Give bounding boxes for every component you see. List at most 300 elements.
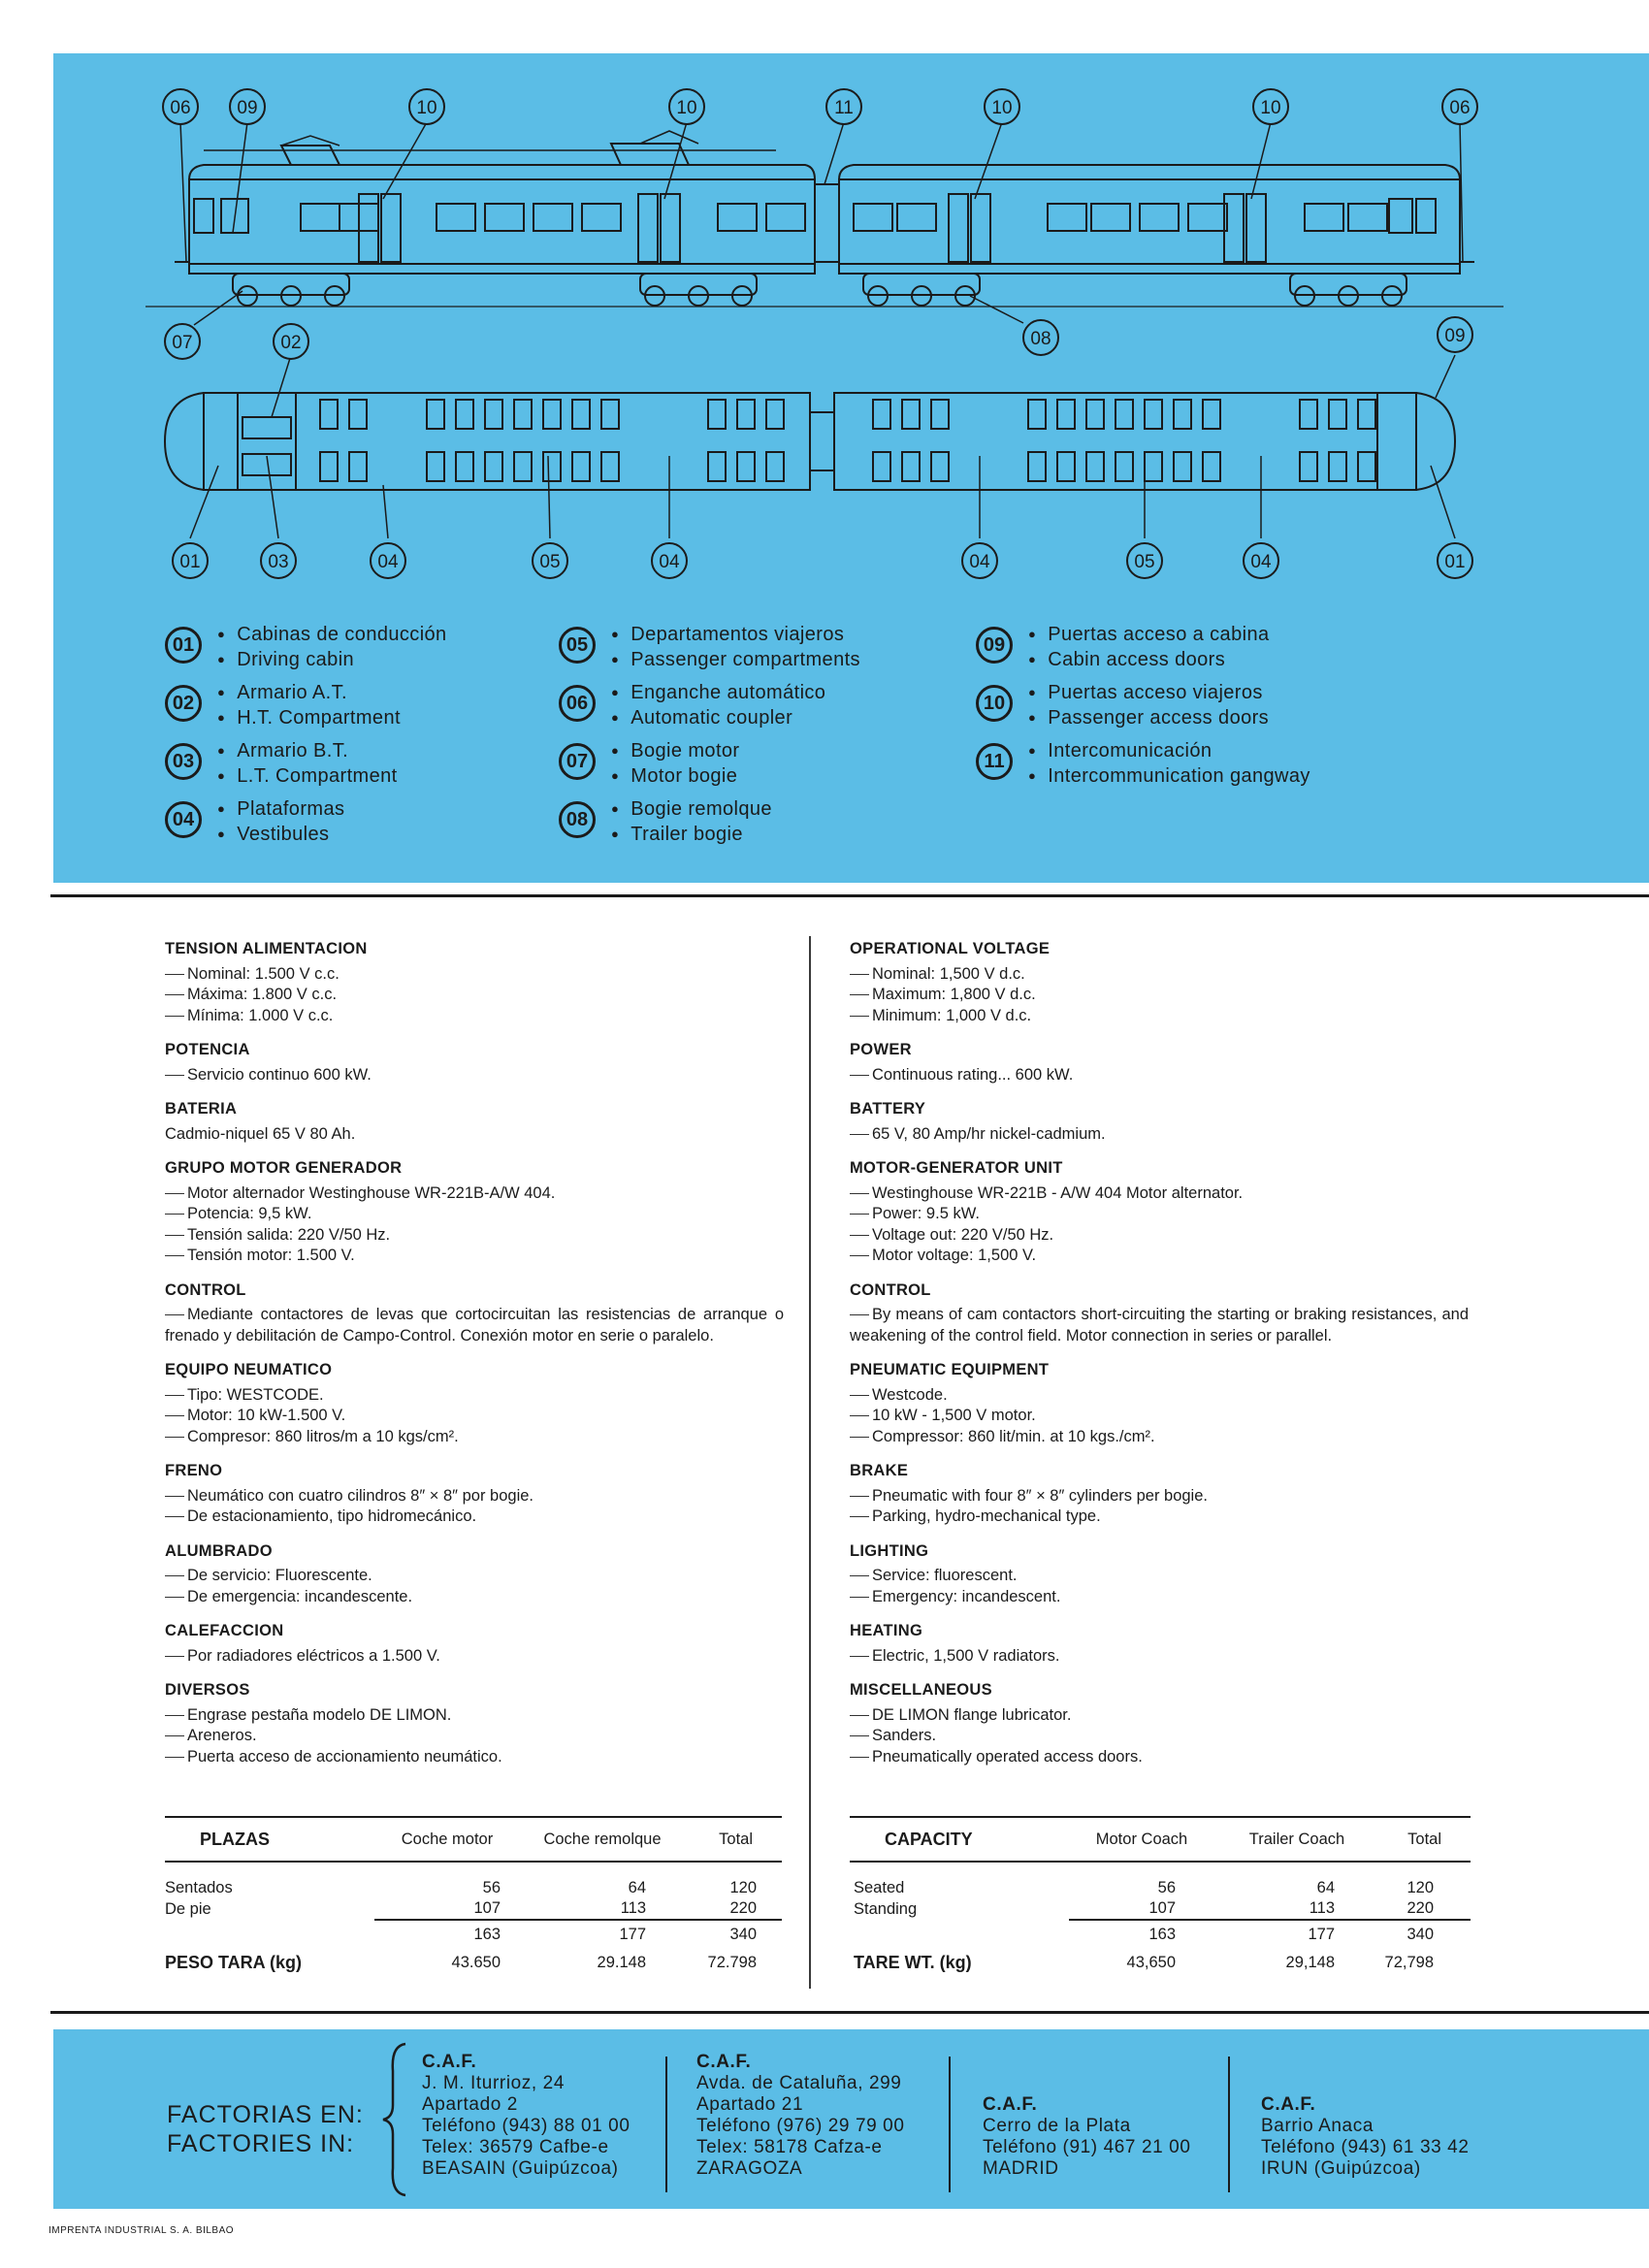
spec-line	[165, 1204, 784, 1225]
callout-number: 04	[1250, 552, 1272, 572]
column-header: Trailer Coach	[1214, 1817, 1379, 1862]
dash-icon	[165, 1437, 184, 1438]
spec-heading: BRAKE	[850, 1462, 909, 1479]
spec-line	[850, 1427, 1469, 1448]
spec-section	[850, 1621, 1469, 1667]
spec-heading: MISCELLANEOUS	[850, 1681, 992, 1699]
window	[766, 204, 805, 231]
spec-text: De servicio: Fluorescente.	[187, 1567, 372, 1584]
table-row	[165, 1878, 782, 1898]
callout-03	[261, 543, 296, 578]
spec-text: Service: fluorescent.	[872, 1567, 1018, 1584]
factory-line: BEASAIN (Guipúzcoa)	[422, 2158, 619, 2179]
window	[854, 204, 892, 231]
callout-09	[230, 89, 265, 124]
spec-heading: GRUPO MOTOR GENERADOR	[165, 1159, 403, 1177]
spec-line	[165, 1385, 784, 1407]
callout-05	[1127, 543, 1162, 578]
row-label: De pie	[165, 1899, 211, 1918]
legend-item-02	[165, 681, 401, 731]
spec-heading: POTENCIA	[165, 1041, 250, 1058]
cell: 56	[1157, 1879, 1176, 1896]
spec-line	[850, 1747, 1469, 1768]
dash-icon	[850, 1735, 869, 1736]
factory-line: Barrio Anaca	[1261, 2116, 1374, 2136]
seat	[320, 400, 338, 429]
spec-line	[165, 1246, 784, 1267]
cell: 107	[1148, 1899, 1176, 1917]
legend-item-10	[976, 681, 1269, 731]
legend-label-es: ● Departamentos viajeros	[611, 623, 860, 648]
factory-line: Teléfono (91) 467 21 00	[983, 2137, 1191, 2157]
callout-number: 04	[969, 552, 990, 572]
window	[1188, 204, 1227, 231]
spec-line	[165, 1183, 784, 1205]
spec-paragraph	[850, 1305, 1469, 1346]
callout-number: 06	[1449, 98, 1471, 118]
seat	[514, 400, 532, 429]
seat	[485, 400, 502, 429]
callout-04	[371, 543, 405, 578]
seat	[514, 452, 532, 481]
seat	[543, 400, 561, 429]
callout-02	[274, 324, 308, 359]
seat	[1358, 452, 1375, 481]
spec-line	[165, 964, 784, 986]
seat	[427, 452, 444, 481]
column-header: Coche motor	[374, 1817, 520, 1862]
callout-number: 10	[991, 98, 1013, 118]
spec-heading: TENSION ALIMENTACION	[165, 940, 368, 957]
spec-section	[165, 1040, 784, 1085]
callout-06	[163, 89, 198, 124]
spec-section	[165, 1099, 784, 1145]
spec-text: De emergencia: incandescente.	[187, 1587, 413, 1605]
legend-item-04	[165, 797, 344, 848]
callout-04	[652, 543, 687, 578]
legend-number-badge: 01	[165, 627, 202, 664]
seat	[601, 400, 619, 429]
callout-04	[962, 543, 997, 578]
spec-text: DE LIMON flange lubricator.	[872, 1705, 1072, 1724]
spec-line	[850, 1385, 1469, 1407]
dash-icon	[850, 1656, 869, 1657]
legend-number-badge: 11	[976, 743, 1013, 780]
spec-heading: CONTROL	[165, 1280, 246, 1299]
dash-icon	[850, 1134, 869, 1135]
dash-icon	[165, 1314, 184, 1315]
legend-item-07	[559, 739, 740, 790]
seat	[1329, 452, 1346, 481]
legend-number-badge: 04	[165, 801, 202, 838]
spec-text: Compresor: 860 litros/m a 10 kgs/cm².	[187, 1427, 459, 1445]
row-label: TARE WT. (kg)	[854, 1952, 972, 1972]
legend-label-en: ● Motor bogie	[611, 764, 740, 790]
dash-icon	[850, 1496, 869, 1497]
cell: 220	[1406, 1899, 1434, 1917]
legend-number-badge: 07	[559, 743, 596, 780]
spec-line	[165, 1747, 784, 1768]
dash-icon	[850, 1575, 869, 1576]
seat	[1057, 400, 1075, 429]
seat	[349, 452, 367, 481]
dash-icon	[165, 1193, 184, 1194]
spec-text: Nominal: 1.500 V c.c.	[187, 964, 340, 983]
dash-icon	[850, 1415, 869, 1416]
legend-label-es: ● Puertas acceso a cabina	[1028, 623, 1270, 648]
seat	[931, 452, 949, 481]
callout-number: 10	[1260, 98, 1281, 118]
dash-icon	[165, 1415, 184, 1416]
cell: 163	[374, 1920, 520, 1948]
capacity-table-en	[850, 1816, 1471, 1977]
seat	[1203, 452, 1220, 481]
window	[897, 204, 936, 231]
weight-row	[165, 1948, 782, 1977]
dash-icon	[850, 1597, 869, 1598]
legend-number-badge: 05	[559, 627, 596, 664]
callout-08	[1023, 320, 1058, 355]
spec-line	[850, 985, 1469, 1006]
callout-04	[1244, 543, 1278, 578]
legend-label-es: ● Enganche automático	[611, 681, 825, 706]
spec-paragraph	[165, 1305, 784, 1346]
spec-text: Westinghouse WR-221B - A/W 404 Motor alternator.	[872, 1183, 1244, 1202]
spec-section	[165, 1621, 784, 1667]
factory-line: IRUN (Guipúzcoa)	[1261, 2158, 1421, 2179]
callout-number: 04	[377, 552, 399, 572]
spec-line	[850, 1486, 1469, 1507]
brace-icon	[381, 2042, 410, 2197]
seat	[708, 400, 726, 429]
spec-line	[165, 985, 784, 1006]
weight-row	[850, 1948, 1471, 1977]
spec-text: Motor voltage: 1,500 V.	[872, 1247, 1037, 1264]
seat	[737, 400, 755, 429]
factory-line: Telex: 58178 Cafza-e	[696, 2137, 883, 2157]
legend-number-badge: 09	[976, 627, 1013, 664]
seat	[320, 452, 338, 481]
cell: 107	[473, 1899, 501, 1917]
spec-text: Motor alternador Westinghouse WR-221B-A/W 404.	[187, 1183, 556, 1202]
factory-line: Avda. de Cataluña, 299	[696, 2073, 902, 2093]
dash-icon	[850, 1255, 869, 1256]
spec-heading: EQUIPO NEUMATICO	[165, 1361, 333, 1378]
spec-line	[850, 1587, 1469, 1608]
cell: 340	[685, 1920, 782, 1948]
seat	[1145, 400, 1162, 429]
seat	[543, 452, 561, 481]
spec-text: Power: 9.5 kW.	[872, 1205, 980, 1222]
seat	[1028, 452, 1046, 481]
legend-label-es: ● Bogie remolque	[611, 797, 772, 823]
spec-text: Cadmio-niquel 65 V 80 Ah.	[165, 1124, 356, 1143]
legend-item-11	[976, 739, 1310, 790]
spec-text: Maximum: 1,800 V d.c.	[872, 986, 1036, 1003]
cell: 220	[729, 1899, 757, 1917]
printer-credit: IMPRENTA INDUSTRIAL S. A. BILBAO	[48, 2225, 235, 2236]
spec-heading: OPERATIONAL VOLTAGE	[850, 940, 1051, 957]
seat	[1174, 452, 1191, 481]
dash-icon	[850, 1395, 869, 1396]
callout-number: 07	[172, 333, 193, 353]
spec-text: Emergency: incandescent.	[872, 1587, 1061, 1605]
train-diagram	[0, 0, 1649, 611]
spec-text: Pneumatically operated access doors.	[872, 1747, 1143, 1766]
seat	[766, 452, 784, 481]
dash-icon	[165, 1075, 184, 1076]
spec-heading: BATERIA	[165, 1100, 238, 1118]
dash-icon	[850, 994, 869, 995]
column-header: Total	[685, 1817, 782, 1862]
callout-10	[985, 89, 1019, 124]
spec-section	[850, 1461, 1469, 1528]
factory-line: Teléfono (943) 88 01 00	[422, 2116, 630, 2136]
legend-label-en: ● Intercommunication gangway	[1028, 764, 1310, 790]
factory-line: Apartado 21	[696, 2094, 804, 2115]
table-row	[850, 1898, 1471, 1920]
seat	[1329, 400, 1346, 429]
callout-number: 10	[676, 98, 697, 118]
legend-item-09	[976, 623, 1270, 673]
window	[582, 204, 621, 231]
row-label: Sentados	[165, 1879, 233, 1896]
table-title: PLAZAS	[165, 1817, 374, 1862]
legend-label-es: ● Plataformas	[217, 797, 344, 823]
factory-separator	[665, 2057, 667, 2192]
spec-text: Neumático con cuatro cilindros 8″ × 8″ por bogie.	[187, 1486, 534, 1505]
column-header: Total	[1379, 1817, 1471, 1862]
spec-line	[850, 1507, 1469, 1528]
factory-separator	[949, 2057, 951, 2192]
callout-01	[173, 543, 208, 578]
dash-icon	[165, 1395, 184, 1396]
dash-icon	[850, 1437, 869, 1438]
window	[1140, 204, 1179, 231]
spec-section	[850, 1040, 1469, 1085]
row-label: Seated	[854, 1879, 905, 1896]
spec-line	[850, 1124, 1469, 1146]
specs-english	[850, 939, 1469, 1781]
seat	[456, 400, 473, 429]
table-row	[165, 1898, 782, 1920]
spec-heading: CALEFACCION	[165, 1622, 284, 1639]
cell: 120	[729, 1879, 757, 1896]
spec-section	[850, 1680, 1469, 1767]
dash-icon	[850, 1214, 869, 1215]
section-divider-top	[50, 894, 1649, 897]
dash-icon	[165, 1214, 184, 1215]
cell: 72,798	[1384, 1953, 1434, 1971]
spec-text: Sanders.	[872, 1727, 937, 1744]
legend-label-en: ● Passenger access doors	[1028, 706, 1269, 731]
factory-name: C.A.F.	[1261, 2094, 1316, 2115]
side-view-trailer-coach	[839, 165, 1474, 306]
factory-name: C.A.F.	[696, 2052, 752, 2072]
legend-label-es: ● Puertas acceso viajeros	[1028, 681, 1269, 706]
spec-text: Tipo: WESTCODE.	[187, 1385, 324, 1404]
spec-section	[165, 939, 784, 1026]
cell: 56	[482, 1879, 501, 1896]
dash-icon	[850, 1757, 869, 1758]
spec-line	[165, 1566, 784, 1587]
legend-label-en: ● H.T. Compartment	[217, 706, 401, 731]
spec-text: Máxima: 1.800 V c.c.	[187, 986, 338, 1003]
factory-irun	[1261, 2094, 1470, 2180]
callout-10	[669, 89, 704, 124]
spec-heading: POWER	[850, 1041, 912, 1058]
spec-text: Voltage out: 220 V/50 Hz.	[872, 1225, 1054, 1244]
callout-number: 03	[268, 552, 289, 572]
dash-icon	[165, 1715, 184, 1716]
callout-06	[1442, 89, 1477, 124]
cell: 29,148	[1285, 1953, 1335, 1971]
seat	[1300, 400, 1317, 429]
seat	[601, 452, 619, 481]
spec-line	[850, 1566, 1469, 1587]
seat	[427, 400, 444, 429]
spec-text: Pneumatic with four 8″ × 8″ cylinders per bogie.	[872, 1486, 1208, 1505]
spec-line	[165, 1065, 784, 1086]
spec-section	[850, 1360, 1469, 1447]
callout-number: 01	[1444, 552, 1466, 572]
spec-text: Mínima: 1.000 V c.c.	[187, 1006, 334, 1024]
legend-label-en: ● Passenger compartments	[611, 648, 860, 673]
spec-text: Por radiadores eléctricos a 1.500 V.	[187, 1646, 440, 1665]
dash-icon	[850, 974, 869, 975]
callout-11	[826, 89, 861, 124]
spec-section	[165, 1158, 784, 1267]
window	[436, 204, 475, 231]
seat	[572, 452, 590, 481]
spec-heading: LIGHTING	[850, 1541, 929, 1560]
spec-line	[850, 1225, 1469, 1247]
dash-icon	[165, 994, 184, 995]
seat	[485, 452, 502, 481]
side-view-motor-coach	[175, 131, 1387, 306]
dash-icon	[165, 1757, 184, 1758]
spec-text: Nominal: 1,500 V d.c.	[872, 964, 1025, 983]
factory-line: ZARAGOZA	[696, 2158, 803, 2179]
factory-line: J. M. Iturrioz, 24	[422, 2073, 566, 2093]
spec-line	[850, 1406, 1469, 1427]
callout-number: 04	[659, 552, 680, 572]
legend-number-badge: 02	[165, 685, 202, 722]
dash-icon	[165, 1516, 184, 1517]
factory-zaragoza	[696, 2052, 905, 2180]
table-title: CAPACITY	[850, 1817, 1069, 1862]
spec-line	[165, 1646, 784, 1668]
factory-madrid	[983, 2094, 1191, 2180]
cell: 64	[1316, 1879, 1335, 1896]
cell: 177	[1214, 1920, 1379, 1948]
legend-label-es: ● Armario A.T.	[217, 681, 401, 706]
callout-number: 05	[1134, 552, 1155, 572]
dash-icon	[165, 1016, 184, 1017]
cell: 120	[1406, 1879, 1434, 1896]
seat	[349, 400, 367, 429]
spec-line	[850, 1183, 1469, 1205]
spec-heading: DIVERSOS	[165, 1681, 250, 1699]
spec-text: Minimum: 1,000 V d.c.	[872, 1006, 1032, 1024]
spec-text: Compressor: 860 lit/min. at 10 kgs./cm².	[872, 1427, 1155, 1445]
legend-item-03	[165, 739, 398, 790]
spec-section	[850, 1099, 1469, 1145]
spec-section	[850, 1280, 1469, 1347]
seat	[902, 400, 920, 429]
factory-beasain	[422, 2052, 630, 2180]
callout-10	[409, 89, 444, 124]
spec-text: Parking, hydro-mechanical type.	[872, 1507, 1101, 1525]
dash-icon	[165, 1255, 184, 1256]
legend-item-06	[559, 681, 825, 731]
dash-icon	[165, 1597, 184, 1598]
seat	[1358, 400, 1375, 429]
callout-number: 06	[170, 98, 191, 118]
callout-number: 02	[280, 333, 302, 353]
dash-icon	[850, 1193, 869, 1194]
spec-text: Continuous rating... 600 kW.	[872, 1065, 1074, 1084]
spec-heading: PNEUMATIC EQUIPMENT	[850, 1361, 1050, 1378]
callout-05	[533, 543, 567, 578]
row-label: PESO TARA (kg)	[165, 1952, 303, 1972]
spec-heading: ALUMBRADO	[165, 1541, 273, 1560]
legend-label-en: ● Cabin access doors	[1028, 648, 1270, 673]
spec-text: Servicio continuo 600 kW.	[187, 1065, 372, 1084]
window	[534, 204, 572, 231]
spec-line	[850, 1006, 1469, 1027]
spec-text: Areneros.	[187, 1727, 257, 1744]
spec-line	[165, 1225, 784, 1247]
seat	[1300, 452, 1317, 481]
window	[1048, 204, 1086, 231]
factory-line: Teléfono (976) 29 79 00	[696, 2116, 905, 2136]
seat	[737, 452, 755, 481]
section-divider-bottom	[50, 2011, 1649, 2014]
legend-label-es: ● Armario B.T.	[217, 739, 398, 764]
cell: 64	[628, 1879, 646, 1896]
factory-separator	[1228, 2057, 1230, 2192]
dash-icon	[165, 1575, 184, 1576]
spec-text: De estacionamiento, tipo hidromecánico.	[187, 1507, 477, 1525]
legend-label-en: ● L.T. Compartment	[217, 764, 398, 790]
spec-heading: MOTOR-GENERATOR UNIT	[850, 1159, 1063, 1177]
spec-text: 10 kW - 1,500 V motor.	[872, 1407, 1036, 1424]
spec-line	[850, 1065, 1469, 1086]
legend-number-badge: 06	[559, 685, 596, 722]
spec-line	[165, 1427, 784, 1448]
dash-icon	[850, 1016, 869, 1017]
spec-section	[850, 1541, 1469, 1608]
legend-label-en: ● Automatic coupler	[611, 706, 825, 731]
legend-label-en: ● Trailer bogie	[611, 823, 772, 848]
seat	[1174, 400, 1191, 429]
cell: 113	[1309, 1899, 1335, 1917]
seat	[766, 400, 784, 429]
seat	[873, 400, 890, 429]
spec-text: Electric, 1,500 V radiators.	[872, 1646, 1060, 1665]
dash-icon	[165, 974, 184, 975]
cell: 43,650	[1126, 1953, 1176, 1971]
legend-label-en: ● Vestibules	[217, 823, 344, 848]
dash-icon	[165, 1496, 184, 1497]
spec-heading: BATTERY	[850, 1100, 926, 1118]
legend-item-08	[559, 797, 772, 848]
window	[485, 204, 524, 231]
dash-icon	[850, 1516, 869, 1517]
seat	[931, 400, 949, 429]
callout-number: 11	[834, 98, 854, 118]
